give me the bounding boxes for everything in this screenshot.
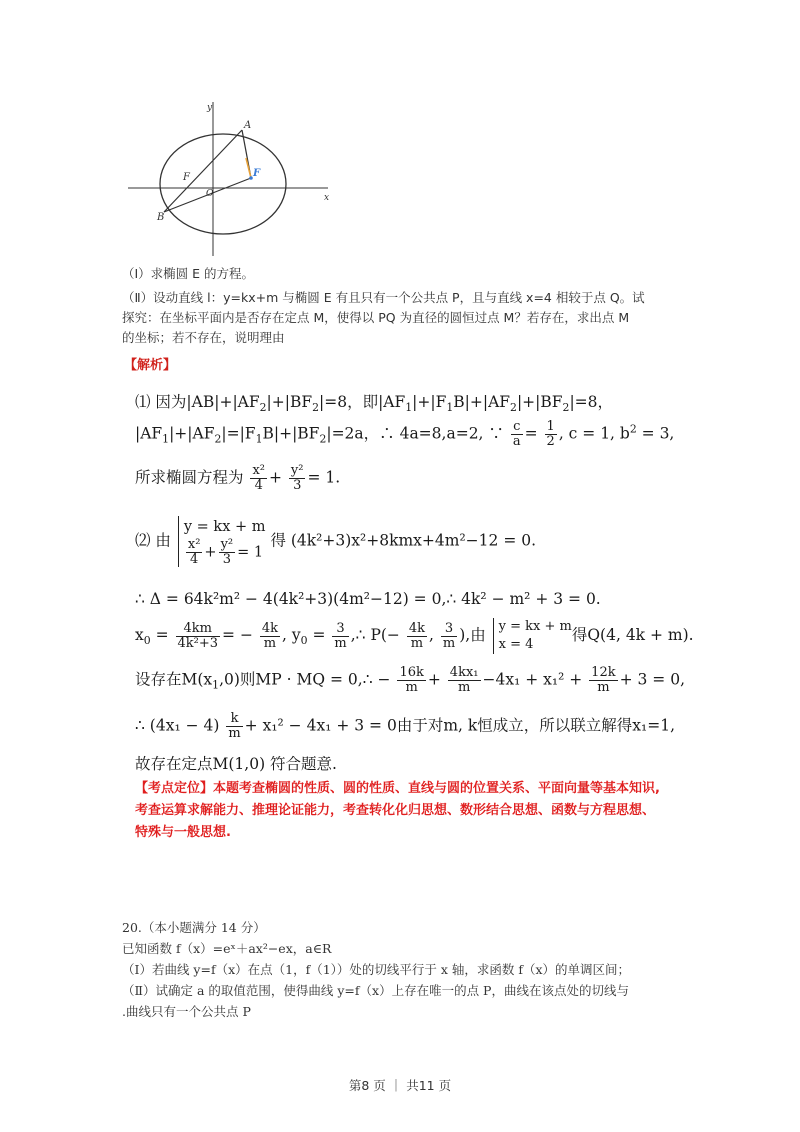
question-part1: （Ⅰ）求椭圆 E 的方程。 bbox=[122, 266, 255, 281]
ellipse-figure bbox=[128, 96, 338, 261]
solution-line-4: ⑵ 由 y = kx + m $\frac{\text{x²}}{4}$ + $\frac{\text{y²}}{3}$ = 1 得 (4k²+3)x²+8kmx+4m²−12 = 0. bbox=[135, 516, 536, 567]
question-part2-line1: （Ⅱ）设动直线 l：y=kx+m 与椭圆 E 有且只有一个公共点 P，且与直线 x=4 相较于点 Q。试 bbox=[122, 290, 645, 305]
solution-line-8: ∴ (4x₁ − 4) $\frac{k}{m}$ + x₁² − 4x₁ + 3 = 0由于对m, k恒成立，所以联立解得x₁=1, bbox=[135, 711, 675, 741]
kaodian-line-3: 特殊与一般思想. bbox=[135, 825, 231, 840]
kaodian-line-2: 考查运算求解能力、推理论证能力，考查转化化归思想、数形结合思想、函数与方程思想、 bbox=[135, 803, 656, 818]
problem20-part2-line2: .曲线只有一个公共点 P bbox=[122, 1004, 251, 1019]
problem20-statement: 已知函数 f（x）=eˣ＋ax²−ex，a∈R bbox=[122, 941, 332, 956]
page-footer: 第8 页 ｜ 共11 页 bbox=[348, 1078, 452, 1093]
solution-line-9: 故存在定点M(1,0) 符合题意. bbox=[135, 755, 337, 773]
fraction-c-over-a: $\frac{c}{a}$ bbox=[512, 419, 521, 449]
solution-line-7: 设存在$M(x_1,0)$则MP · MQ = 0,∴ − $\frac{16k}{m}$ + $\frac{\text{4kx₁}}{m}$ −4x₁ + x₁² + $\frac{12k}{m}$ + 3 = 0, bbox=[135, 665, 685, 695]
label-x: x bbox=[324, 193, 330, 203]
solution-line-2: $|AF_1|+|AF_2|=|F_1B|+|BF_2|=2a$，∴ 4a=8,a=2, ∵ $\frac{c}{a}$ = $\frac{1}{2}$ , c = 1, $b^2 = 3$, bbox=[135, 419, 675, 449]
ellipse-curve bbox=[160, 134, 286, 234]
question-part2-line3: 的坐标；若不存在，说明理由 bbox=[122, 330, 285, 345]
solution-line-6: $x_0$ = $\frac{4km}{\text{4k²+3}}$ = − $\frac{4k}{m}$ , $y_0$ = $\frac{3}{m}$ ,∴ P(− $\frac{4k}{m}$ , $\frac{3}{m}$ ),由 y = kx + m x = 4 得Q(4, 4k + m). bbox=[135, 619, 694, 652]
solution-line-3: 所求椭圆方程为 $\frac{\text{x²}}{4}$ + $\frac{\text{y²}}{3}$ = 1. bbox=[135, 463, 341, 493]
orange-segment bbox=[246, 158, 251, 178]
label-o: O bbox=[206, 189, 214, 199]
equation-system: y = kx + m $\frac{\text{x²}}{4}$ + $\frac{\text{y²}}{3}$ = 1 bbox=[178, 516, 266, 567]
solution-line-1: ⑴ 因为$|AB|+|AF_2|+|BF_2|=8$，即$|AF_1|+|F_1B|+|AF_2|+|BF_2|=8$， bbox=[135, 393, 614, 415]
problem20-title: 20.（本小题满分 14 分） bbox=[122, 920, 266, 935]
analysis-tag: 【解析】 bbox=[124, 358, 177, 373]
solution-line-5: ∴ Δ = 64k²m² − 4(4k²+3)(4m²−12) = 0,∴ 4k² − m² + 3 = 0. bbox=[135, 590, 601, 608]
label-f2: F bbox=[253, 168, 261, 179]
problem20-part1: （Ⅰ）若曲线 y=f（x）在点（1，f（1））处的切线平行于 x 轴，求函数 f（x）的单调区间； bbox=[122, 962, 631, 977]
label-b: B bbox=[157, 212, 165, 223]
fraction-one-half: $\frac{1}{2}$ bbox=[546, 419, 555, 449]
label-f1: F bbox=[183, 172, 190, 183]
label-a: A bbox=[244, 120, 252, 131]
fraction-y2-over-3: $\frac{\text{y²}}{3}$ bbox=[290, 463, 304, 493]
question-part2-line2: 探究：在坐标平面内是否存在定点 M，使得以 PQ 为直径的圆恒过点 M？若存在，求出点 M bbox=[122, 310, 630, 325]
label-y: y bbox=[207, 103, 213, 113]
problem20-part2-line1: （Ⅱ）试确定 a 的取值范围，使得曲线 y=f（x）上存在唯一的点 P，曲线在该点处的切线与 bbox=[122, 983, 629, 998]
fraction-x2-over-4: $\frac{\text{x²}}{4}$ bbox=[252, 463, 265, 493]
chord-ab bbox=[164, 130, 242, 212]
kaodian-line-1: 【考点定位】本题考查椭圆的性质、圆的性质、直线与圆的位置关系、平面向量等基本知识, bbox=[135, 781, 660, 796]
